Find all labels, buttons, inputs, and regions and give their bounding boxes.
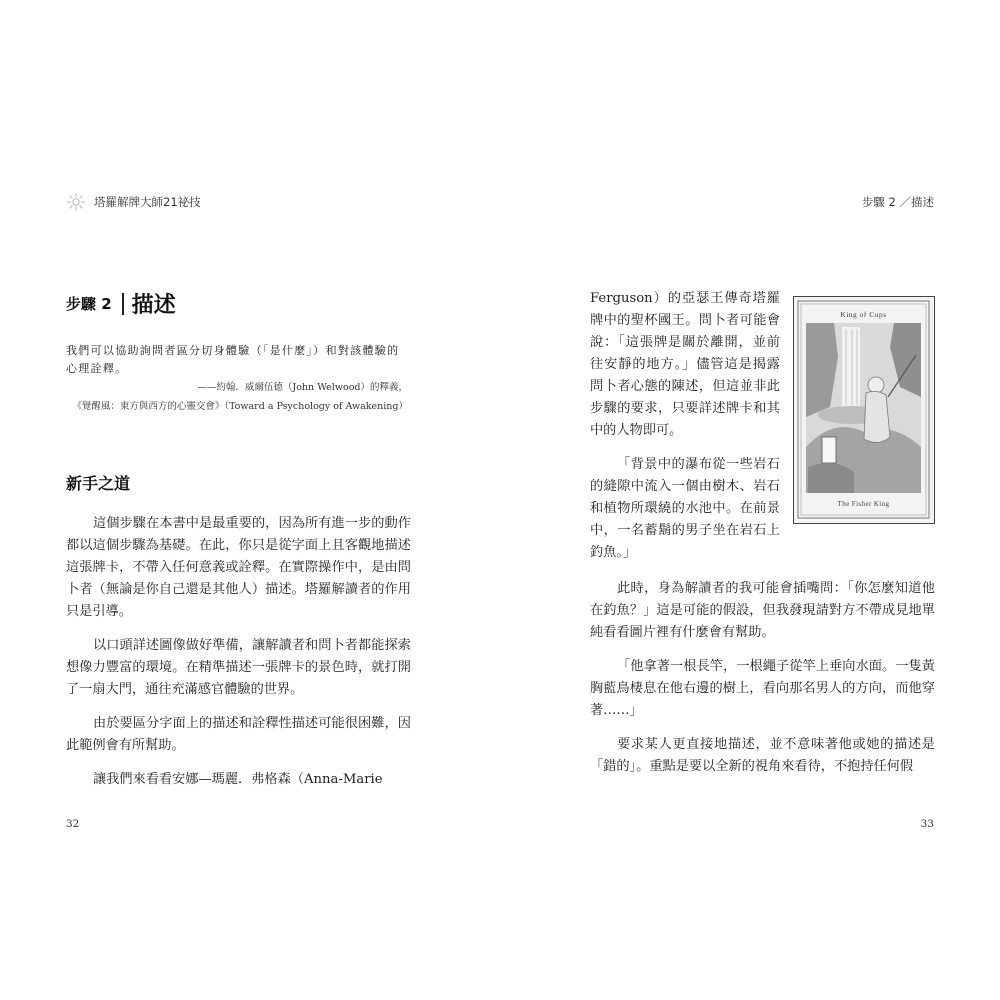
- chapter-step: 步驟 2: [66, 295, 112, 313]
- epigraph-attribution-line-2: 《覺醒風：東方與西方的心靈交會》（Toward a Psychology of Awakening）: [72, 401, 408, 412]
- running-header-left: [66, 193, 201, 211]
- paragraph: 由於要區分字面上的描述和詮釋性描述可能很困難，因此範例會有所幫助。: [66, 716, 411, 753]
- paragraph: 此時，身為解讀者的我可能會插嘴問：「你怎麼知道他在釣魚？」這是可能的假設，但我發現請對方不帶成見地單純看看圖片裡有什麼會有幫助。: [590, 581, 935, 640]
- card-bottom-label: The Fisher King: [837, 500, 890, 508]
- sun-ornament-icon: [66, 192, 86, 212]
- epigraph: 我們可以協助詢問者區分切身體驗（「是什麼」）和對該體驗的心理詮釋。: [66, 344, 400, 375]
- card-top-label: King of Cups: [840, 310, 887, 319]
- chapter-title: 描述: [131, 292, 176, 318]
- page-number-right: 33: [920, 818, 934, 830]
- epigraph-attribution-line-1: ——約翰．威爾伍德（John Welwood）的釋義，: [197, 382, 408, 393]
- paragraph: 要求某人更直接地描述，並不意味著他或她的描述是「錯的」。重點是要以全新的視角來看待，不抱持任何假: [590, 737, 935, 774]
- paragraph: 「他拿著一根長竿，一根繩子從竿上垂向水面。一隻黃胸藍鳥棲息在他右邊的樹上，看向那名男人的方向，而他穿著……」: [590, 659, 935, 718]
- paragraph: 這個步驟在本書中是最重要的，因為所有進一步的動作都以這個步驟為基礎。在此，你只是從字面上且客觀地描述這張牌卡，不帶入任何意義或詮釋。在實際操作中，是由問卜者（無論是你自己還是其他人）描述。塔羅解讀者的作用只是引導。: [66, 516, 411, 619]
- left-body-text: [66, 513, 411, 791]
- running-header-right: 步驟 2 ／描述: [861, 195, 934, 209]
- book-title: 塔羅解牌大師21祕技: [94, 195, 201, 209]
- section-title: 新手之道: [66, 474, 131, 493]
- paragraph: 「背景中的瀑布從一些岩石的縫隙中流入一個由樹木、岩石和植物所環繞的水池中。在前景中，一名蓄鬍的男子坐在岩石上釣魚。」: [590, 457, 780, 560]
- right-full-text: [590, 578, 935, 778]
- chapter-heading: [66, 288, 176, 319]
- paragraph: 以口頭詳述圖像做好準備，讓解讀者和問卜者都能探索想像力豐富的環境。在精準描述一張牌卡的景色時，就打開了一扇大門，通往充滿感官體驗的世界。: [66, 638, 411, 697]
- paragraph: Ferguson）的亞瑟王傳奇塔羅牌中的聖杯國王。問卜者可能會說：「這張牌是關於離開，並前往安靜的地方。」儘管這是揭露問卜者心態的陳述，但這並非此步驟的要求，只要詳述牌卡和其中的人物即可。: [590, 291, 780, 438]
- right-narrow-text: [590, 288, 780, 564]
- page-number-left: 32: [66, 818, 80, 830]
- tarot-card-illustration: [793, 296, 935, 524]
- heading-divider: [122, 293, 124, 315]
- paragraph: 讓我們來看看安娜—瑪麗．弗格森（Anna-Marie: [93, 772, 383, 787]
